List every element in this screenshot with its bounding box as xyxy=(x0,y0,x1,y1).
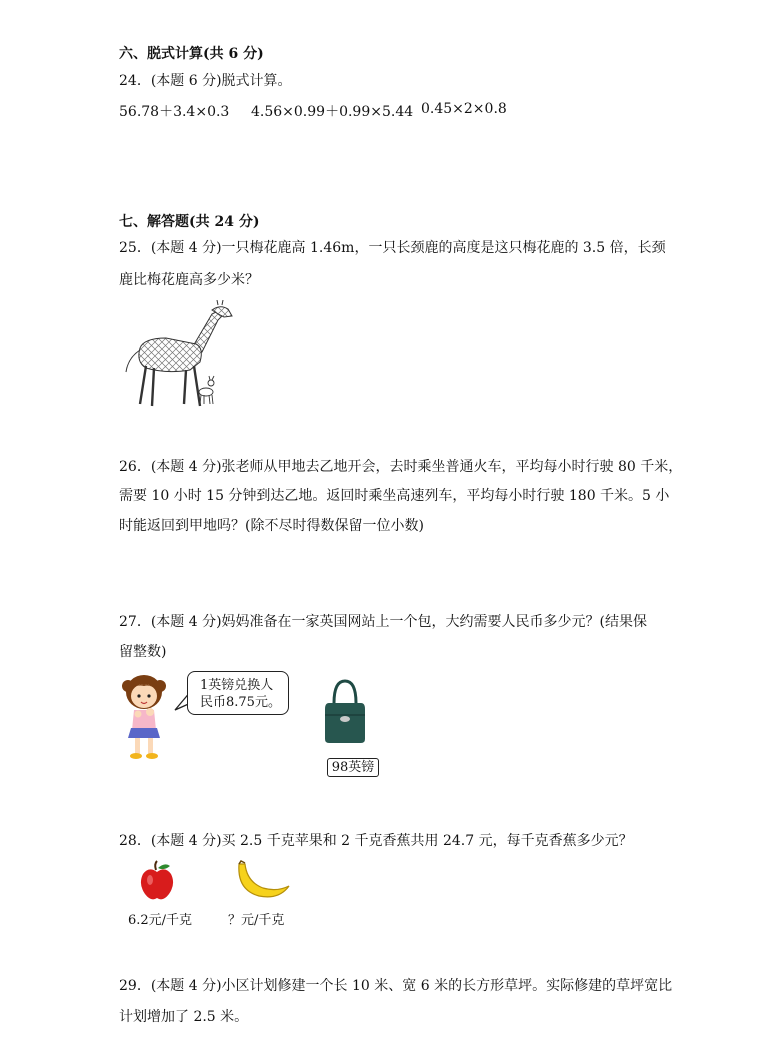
section-7-title: 七、解答题(共 24 分) xyxy=(119,214,260,230)
girl-illustration xyxy=(120,672,176,762)
q24-expression-3: 0.45×2×0.8 xyxy=(421,101,507,117)
q29-line-1: 29．(本题 4 分)小区计划修建一个长 10 米、宽 6 米的长方形草坪。实际修建的草坪宽比 xyxy=(119,978,673,994)
q24-expression-1: 56.78＋3.4×0.3 xyxy=(119,104,230,120)
q26-line-3: 时能返回到甲地吗？(除不尽时得数保留一位小数) xyxy=(119,518,424,534)
q27-line-2: 留整数) xyxy=(119,644,167,660)
speech-bubble-exchange-rate: 1英镑兑换人民币8.75元。 xyxy=(187,671,289,715)
q25-line-2: 鹿比梅花鹿高多少米？ xyxy=(119,272,259,288)
q29-line-2: 计划增加了 2.5 米。 xyxy=(119,1009,249,1025)
banana-icon xyxy=(233,860,291,902)
q27-line-1: 27．(本题 4 分)妈妈准备在一家英国网站上一个包，大约需要人民币多少元？(结果保 xyxy=(119,614,648,630)
q26-line-1: 26．(本题 4 分)张老师从甲地去乙地开会，去时乘坐普通火车，平均每小时行驶 80 千米， xyxy=(119,459,683,475)
apple-price-label: 6.2元/千克 xyxy=(128,913,193,928)
q25-line-1: 25．(本题 4 分)一只梅花鹿高 1.46m，一只长颈鹿的高度是这只梅花鹿的 3.5 倍，长颈 xyxy=(119,240,666,256)
q28-line-1: 28．(本题 4 分)买 2.5 千克苹果和 2 千克香蕉共用 24.7 元，每千克香蕉多少元？ xyxy=(119,833,633,849)
apple-icon xyxy=(139,860,175,902)
handbag-price-tag: 98英镑 xyxy=(327,758,379,777)
q24-expression-2: 4.56×0.99＋0.99×5.44 xyxy=(251,104,414,120)
banana-price-label: ？元/千克 xyxy=(228,913,285,928)
q24-stem: 24．(本题 6 分)脱式计算。 xyxy=(119,73,292,89)
giraffe-and-deer-illustration xyxy=(120,300,238,410)
handbag-illustration xyxy=(323,679,367,745)
section-6-title: 六、脱式计算(共 6 分) xyxy=(119,46,264,62)
q26-line-2: 需要 10 小时 15 分钟到达乙地。返回时乘坐高速列车，平均每小时行驶 180 千米。5 小 xyxy=(119,488,670,504)
